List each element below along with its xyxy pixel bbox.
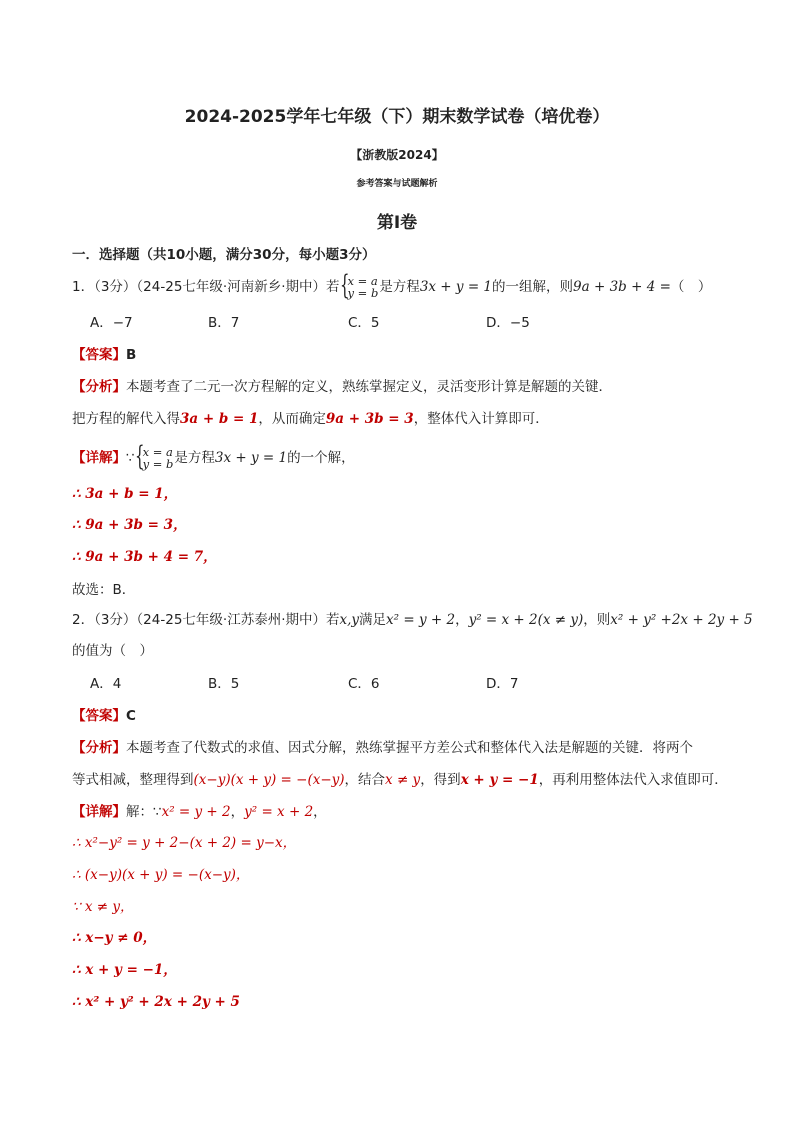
q2-stem — [72, 611, 753, 629]
q1-option-b: B．7 — [208, 315, 240, 331]
q2-separator: ， — [455, 612, 469, 628]
q1-step-3: ∴ 9a + 3b + 4 = 7， — [72, 549, 217, 565]
q1-detail-text-b: 是方程 — [174, 450, 215, 466]
q1-detail-text-c: 的一个解， — [287, 450, 355, 466]
q1-option-c: C．5 — [348, 315, 380, 331]
q1-analysis-tag: 【分析】 — [72, 379, 126, 395]
q2-step-4: ∴ x−y ≠ 0， — [72, 930, 157, 946]
q1-expression: 9a + 3b + 4 = — [573, 279, 671, 295]
q2-step-6: ∴ x² + y² + 2x + 2y + 5 — [72, 994, 240, 1010]
q1-analysis-text-c: ，整体代入计算即可． — [413, 411, 549, 427]
q2-detail-separator: ， — [230, 804, 245, 820]
q1-analysis-text: 本题考查了二元一次方程解的定义，熟练掌握定义，灵活变形计算是解题的关键． — [126, 379, 612, 395]
q2-expression: x² + y² +2x + 2y + 5 — [610, 612, 753, 628]
q1-system-row-1: x = a — [347, 274, 378, 288]
q1-equation: 3x + y = 1 — [419, 279, 493, 295]
q1-analysis-math-2: 9a + 3b = 3 — [325, 411, 414, 427]
section-heading: 一．选择题（共10小题，满分30分，每小题3分） — [72, 247, 376, 263]
q1-answer — [72, 346, 136, 364]
q2-detail-math-2: y² = x + 2 — [244, 804, 314, 820]
q2-analysis-math-1: (x−y)(x + y) = −(x−y) — [193, 772, 345, 788]
q2-variables: x,y — [339, 612, 360, 628]
q1-detail-system-row-1: x = a — [142, 445, 173, 459]
q1-option-d: D．−5 — [486, 315, 530, 331]
q1-analysis-text-b: ，从而确定 — [258, 411, 326, 427]
q1-stem-prefix: 1．（3分）（24-25七年级·河南新乡·期中）若 — [72, 279, 340, 295]
q2-answer — [72, 707, 136, 725]
q2-analysis-text: 本题考查了代数式的求值、因式分解，熟练掌握平方差公式和整体代入法是解题的关键．将两个 — [126, 740, 693, 756]
q2-detail-math-1: x² = y + 2 — [161, 804, 231, 820]
q2-analysis-text-a: 等式相减，整理得到 — [72, 772, 194, 788]
q1-analysis-line-1 — [72, 378, 612, 396]
q1-option-a: A．−7 — [90, 315, 133, 331]
q1-detail-system-row-2: y = b — [142, 457, 174, 471]
q2-analysis-text-d: ，再利用整体法代入求值即可． — [538, 772, 728, 788]
q2-answer-tag: 【答案】 — [72, 708, 126, 724]
q1-answer-tag: 【答案】 — [72, 347, 126, 363]
document-title: 2024-2025学年七年级（下）期末数学试卷（培优卷） — [184, 107, 610, 127]
q2-condition-2: y² = x + 2(x ≠ y) — [468, 612, 584, 628]
q2-detail-line — [72, 803, 327, 821]
q1-analysis-math-1: 3a + b = 1 — [180, 411, 259, 427]
q1-detail-because: ∵ — [126, 450, 135, 466]
q2-analysis-tag: 【分析】 — [72, 740, 126, 756]
q2-condition-1: x² = y + 2 — [386, 612, 456, 628]
q2-analysis-text-b: ，结合 — [344, 772, 386, 788]
q2-stem-prefix: 2．（3分）（24-25七年级·江苏泰州·期中）若 — [72, 612, 340, 628]
q2-detail-end: ， — [313, 804, 327, 820]
q2-detail-tag: 【详解】 — [72, 804, 126, 820]
q1-detail-system: { x = a y = b — [134, 441, 174, 472]
q1-answer-value: B — [126, 347, 137, 363]
q2-stem-mid: 满足 — [359, 612, 387, 628]
q1-stem-mid2: 的一组解，则 — [492, 279, 574, 295]
q1-detail-equation: 3x + y = 1 — [214, 450, 288, 466]
q1-system-row-2: y = b — [347, 286, 379, 300]
q2-answer-value: C — [126, 708, 136, 724]
q2-step-1: ∴ x²−y² = y + 2−(x + 2) = y−x， — [72, 835, 297, 851]
q2-option-b: B．5 — [208, 676, 240, 692]
q2-stem-end: 的值为（ ） — [72, 643, 153, 659]
q1-stem-mid: 是方程 — [379, 279, 420, 295]
q2-step-3: ∵ x ≠ y， — [72, 899, 134, 915]
q1-detail-tag: 【详解】 — [72, 450, 126, 466]
q2-analysis-line-1 — [72, 739, 693, 757]
q2-step-2: ∴ (x−y)(x + y) = −(x−y)， — [72, 867, 250, 883]
q2-analysis-text-c: ，得到 — [420, 772, 461, 788]
q2-option-c: C．6 — [348, 676, 380, 692]
q1-analysis-line-2 — [72, 410, 549, 428]
q2-step-5: ∴ x + y = −1， — [72, 962, 177, 978]
q2-analysis-line-2 — [72, 771, 728, 789]
q1-equation-system: { x = a y = b — [339, 270, 379, 301]
q2-analysis-math-3: x + y = −1 — [460, 772, 539, 788]
q1-stem-end: （ ） — [670, 279, 712, 295]
q1-detail-line — [72, 441, 355, 472]
q1-step-2: ∴ 9a + 3b = 3， — [72, 517, 187, 533]
volume-heading: 第Ⅰ卷 — [376, 213, 418, 233]
q1-step-1: ∴ 3a + b = 1， — [72, 486, 178, 502]
q1-conclusion: 故选：B． — [72, 582, 136, 598]
q2-option-d: D．7 — [486, 676, 519, 692]
edition-label: 【浙教版2024】 — [350, 148, 444, 162]
answer-key-subtitle: 参考答案与试题解析 — [356, 179, 438, 189]
q2-stem-mid2: ，则 — [583, 612, 611, 628]
q2-detail-because: 解：∵ — [126, 804, 162, 820]
q2-option-a: A．4 — [90, 676, 122, 692]
q2-analysis-math-2: x ≠ y — [385, 772, 421, 788]
q1-analysis-text-a: 把方程的解代入得 — [72, 411, 180, 427]
q1-stem — [72, 270, 712, 301]
